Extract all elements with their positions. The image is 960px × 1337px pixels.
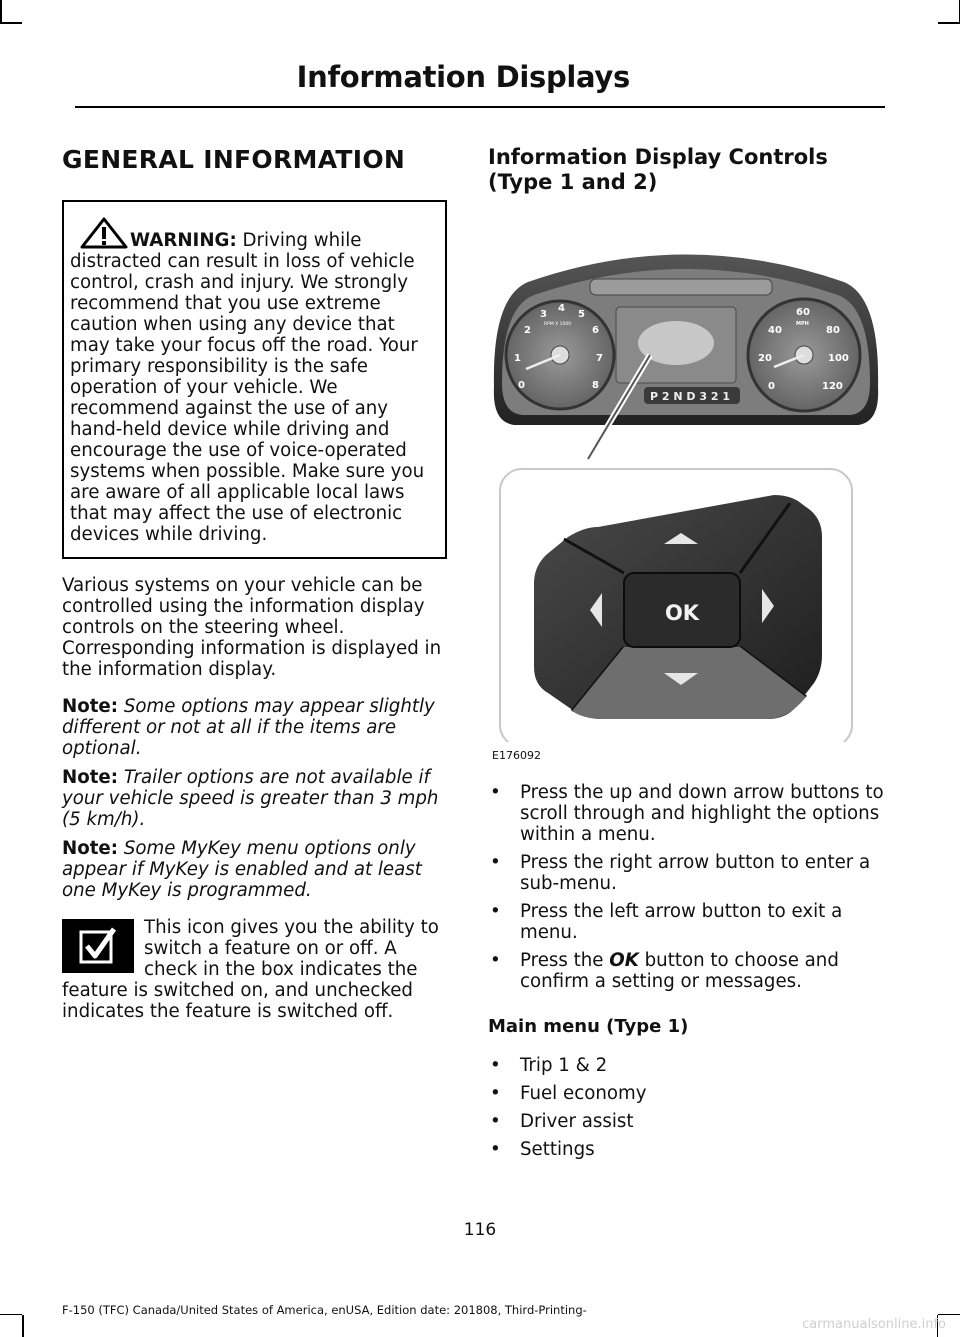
note-text: Trailer options are not available if your vehicle speed is greater than 3 mph (5 km/h).: [62, 767, 439, 830]
speedo-label: 40: [768, 325, 782, 336]
note-2: [62, 767, 447, 830]
checkbox-checked-icon: [62, 919, 134, 973]
watermark: carmanualsonline.info: [802, 1317, 946, 1332]
header-rule: [75, 106, 885, 108]
ok-bullet-prefix: Press the: [520, 950, 610, 971]
checkbox-explanation-text: This icon gives you the ability to switch a feature on or off. A check in the box indicates the feature is switched on, and unchecked indicates the feature is switched off.: [62, 917, 439, 1022]
crop-mark-bottom-left-h: [0, 1314, 22, 1316]
speedo-label: 60: [796, 307, 810, 318]
warning-label: WARNING:: [130, 230, 237, 251]
list-item: • Press the up and down arrow buttons to scroll through and highlight the options within a menu.: [488, 782, 888, 845]
list-item: • Press the right arrow button to enter a sub-menu.: [488, 852, 888, 894]
speedo-label: 20: [758, 353, 772, 364]
note-1: [62, 696, 447, 759]
tach-unit: RPM X 1000: [544, 322, 572, 327]
note-label: Note:: [62, 696, 119, 717]
note-label: Note:: [62, 767, 119, 788]
crop-mark-top-right-h: [938, 22, 960, 24]
speedo-label: 0: [768, 381, 775, 392]
tach-label: 1: [514, 353, 521, 364]
warning-box: [62, 200, 447, 559]
tach-label: 8: [592, 380, 599, 391]
list-item: • Fuel economy: [488, 1083, 888, 1104]
page-header-title: Information Displays: [296, 60, 630, 94]
controls-bullet-list: [488, 782, 888, 992]
speedo-label: 100: [828, 353, 849, 364]
list-item: • Press the left arrow button to exit a menu.: [488, 901, 888, 943]
warning-triangle-icon: [78, 216, 130, 250]
speedo-label: 120: [822, 381, 843, 392]
main-menu-title: Main menu (Type 1): [488, 1016, 689, 1037]
left-column: [62, 145, 447, 1022]
tach-label: 5: [578, 309, 585, 320]
crop-mark-top-left-v: [0, 0, 2, 22]
ok-button-label: OK: [664, 601, 700, 625]
note-3: [62, 838, 447, 901]
list-item: [488, 950, 888, 992]
ok-bullet-suffix: button to choose and confirm a setting or messages.: [520, 950, 839, 992]
note-text: Some MyKey menu options only appear if MyKey is enabled and at least one MyKey is programmed.: [62, 838, 422, 901]
crop-mark-bottom-right-h: [938, 1314, 960, 1316]
list-item: • Settings: [488, 1139, 888, 1160]
main-menu-list: [488, 1055, 888, 1160]
tach-label: 3: [540, 309, 547, 320]
figure-code: E176092: [492, 749, 541, 762]
tach-label: 6: [592, 325, 599, 336]
list-item: • Driver assist: [488, 1111, 888, 1132]
tach-label: 4: [558, 303, 565, 314]
crop-mark-bottom-left-v: [22, 1315, 24, 1337]
instrument-cluster-illustration: [488, 237, 884, 742]
tach-label: 2: [524, 325, 531, 336]
warning-text: Driving while distracted can result in loss of vehicle control, crash and injury. We strongly recommend that you use extreme caution when using any device that may take your focus off the road. Your primary responsibility is the safe operation of your vehicle. We recommend against the use of any hand-held device while driving and encourage the use of voice-operated systems when possible. Make sure you are aware of all applicable local laws that may affect the use of electronic devices while driving.: [70, 230, 425, 545]
note-text: Some options may appear slightly different or not at all if the items are optional.: [62, 696, 435, 759]
footer-text: F-150 (TFC) Canada/United States of America, enUSA, Edition date: 201808, Third-Printing-: [62, 1303, 587, 1317]
controls-figure: [488, 237, 884, 762]
checkbox-explanation: [62, 917, 447, 1022]
speedo-unit: MPH: [796, 321, 809, 327]
list-item: • Trip 1 & 2: [488, 1055, 888, 1076]
crop-mark-top-left-h: [0, 22, 22, 24]
subsection-title: Information Display Controls (Type 1 and 2): [488, 145, 828, 194]
page-number: 116: [463, 1220, 497, 1240]
note-label: Note:: [62, 838, 119, 859]
indicator-strip: [590, 279, 772, 295]
intro-paragraph: Various systems on your vehicle can be controlled using the information display controls on the steering wheel. Corresponding information is displayed in the information display.: [62, 575, 442, 680]
gear-indicator: P 2 N D 3 2 1: [650, 390, 730, 403]
right-column: [488, 145, 888, 1167]
speedo-label: 80: [826, 325, 840, 336]
ok-bullet-keyword: OK: [609, 950, 639, 971]
tach-label: 0: [518, 380, 525, 391]
tach-label: 7: [596, 353, 603, 364]
section-title: GENERAL INFORMATION: [62, 145, 406, 174]
